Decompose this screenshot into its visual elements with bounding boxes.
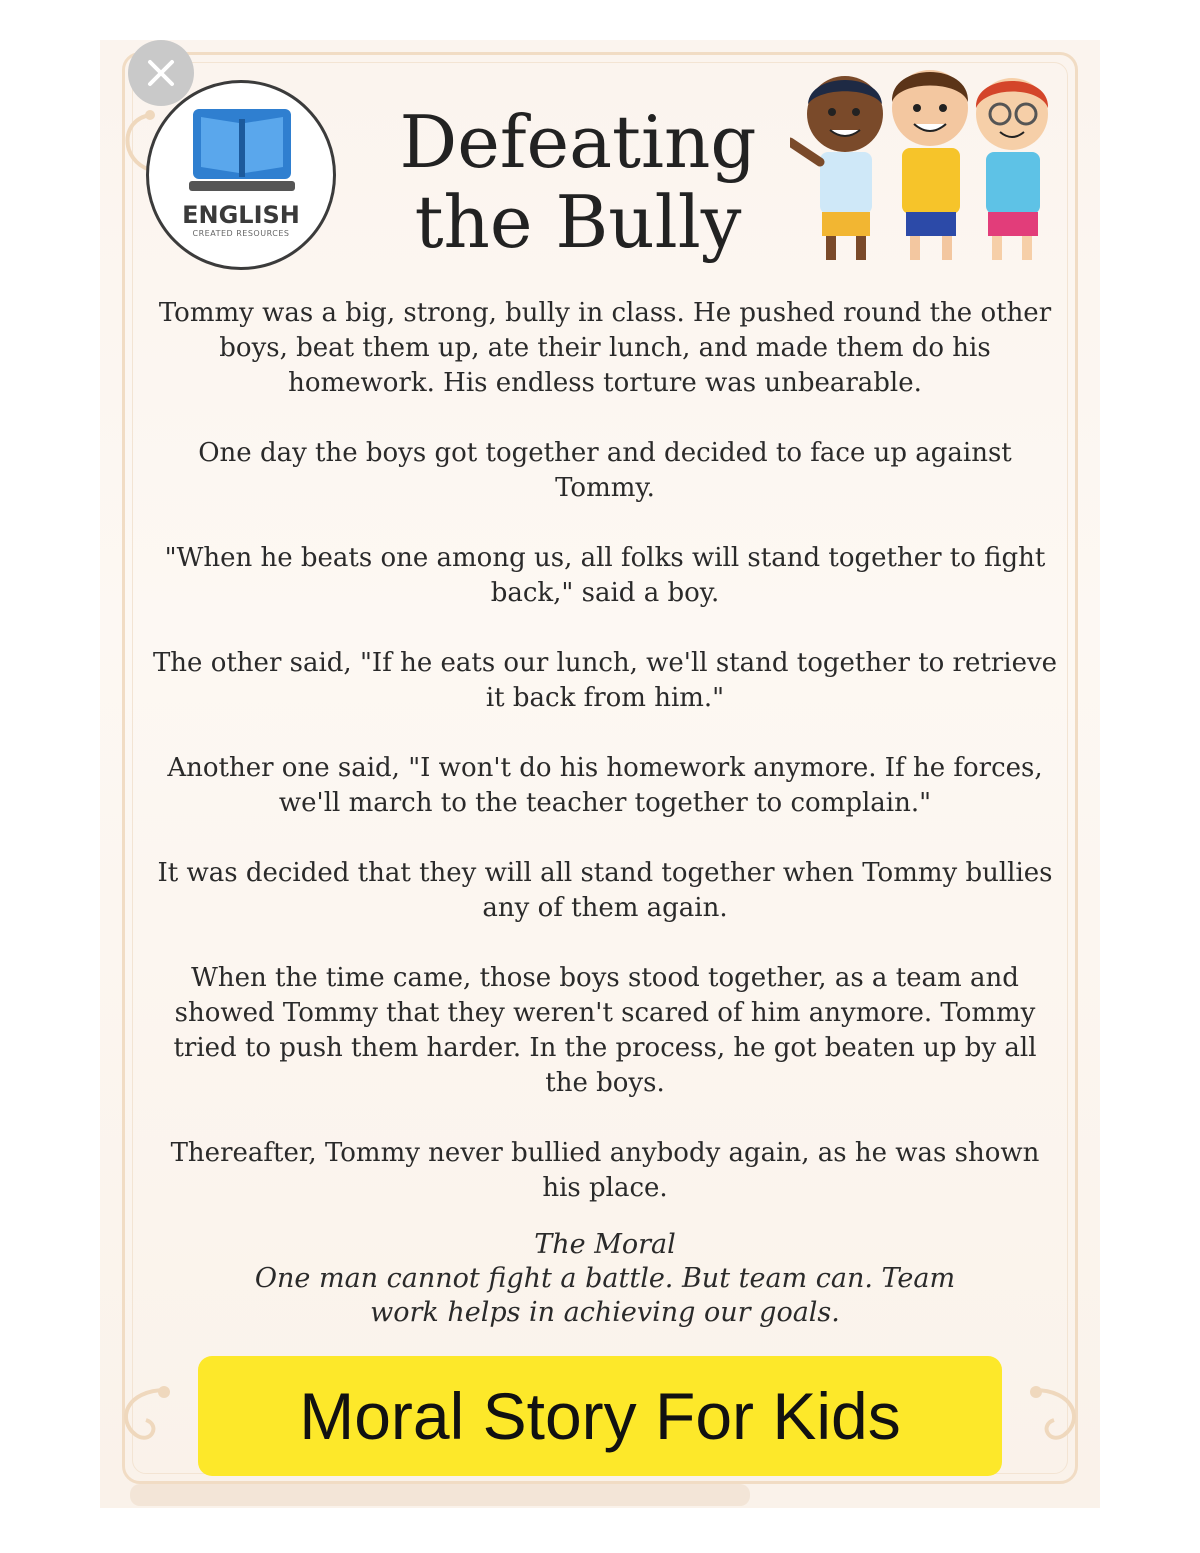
story-paragraph: Another one said, "I won't do his homework anymore. If he forces, we'll march to the teacher together to complain." [167, 753, 1043, 818]
three-kids-illustration [790, 52, 1060, 274]
story-paragraph: Thereafter, Tommy never bullied anybody again, as he was shown his place. [170, 1138, 1040, 1203]
logo-title: ENGLISH [182, 201, 300, 229]
bottom-band [130, 1484, 750, 1506]
story-paragraph: It was decided that they will all stand together when Tommy bullies any of them again. [157, 858, 1053, 923]
kid-left-figure [790, 76, 883, 260]
swirl-right-ornament [1024, 1380, 1094, 1470]
story-body [150, 296, 1060, 1241]
english-logo [146, 80, 336, 270]
kid-middle-figure [892, 70, 968, 260]
story-paragraph: The other said, "If he eats our lunch, we'll stand together to retrieve it back from him." [152, 648, 1058, 713]
story-paragraph: Tommy was a big, strong, bully in class. He pushed round the other boys, beat them up, ate their lunch, and made them do his homework. His endless torture was unbearable. [158, 298, 1052, 398]
open-book-icon [189, 105, 295, 195]
title-line-2: the Bully [414, 180, 742, 264]
story-paragraph: When the time came, those boys stood together, as a team and showed Tommy that they weren't scared of him anymore. Tommy tried to push them harder. In the process, he got beaten up by all the boys. [173, 963, 1037, 1098]
story-paragraph: One day the boys got together and decided to face up against Tommy. [198, 438, 1012, 503]
moral-heading: The Moral [534, 1229, 676, 1260]
moral-text: One man cannot fight a battle. But team can. Team work helps in achieving our goals. [254, 1263, 956, 1328]
story-paragraph: "When he beats one among us, all folks will stand together to fight back," said a boy. [164, 543, 1046, 608]
close-button[interactable] [128, 40, 194, 106]
page-title [368, 102, 788, 262]
moral-section [150, 1228, 1060, 1330]
kid-right-figure [976, 78, 1048, 260]
logo-subtitle: CREATED RESOURCES [192, 229, 290, 238]
close-icon [144, 56, 178, 90]
swirl-left-ornament [106, 1380, 176, 1470]
moral-story-banner: Moral Story For Kids [198, 1356, 1002, 1476]
title-line-1: Defeating [399, 100, 757, 184]
